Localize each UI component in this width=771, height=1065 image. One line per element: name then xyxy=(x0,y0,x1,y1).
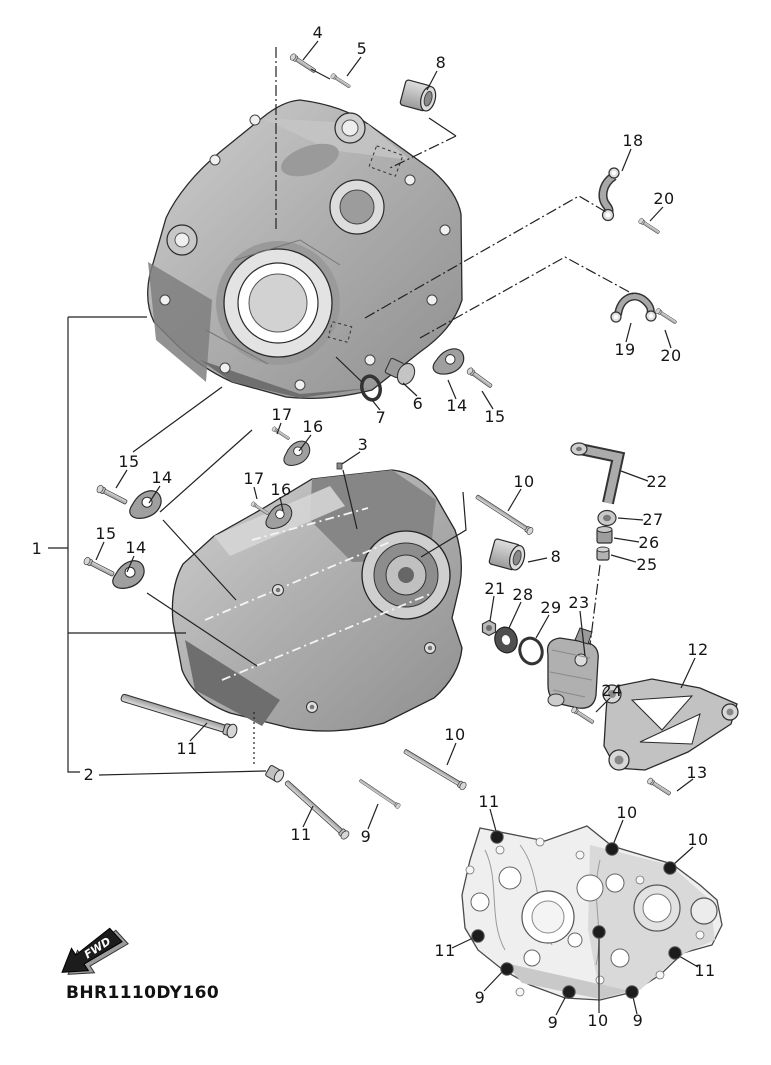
part-bolt-24 xyxy=(571,706,595,725)
callout-14[interactable]: 14 xyxy=(446,396,468,415)
part-dowel-3 xyxy=(337,463,342,469)
callout-12[interactable]: 12 xyxy=(687,640,709,659)
callout-22[interactable]: 22 xyxy=(646,472,668,491)
callout-9[interactable]: 9 xyxy=(632,1011,644,1030)
leader-line xyxy=(613,820,623,845)
part-bolt-15-c xyxy=(83,556,116,578)
lower-crankcase-half-drawing xyxy=(172,470,462,731)
diagram-code: BHR1110DY160 xyxy=(66,983,220,1003)
leader-line xyxy=(96,542,104,560)
callout-2[interactable]: 2 xyxy=(83,765,95,784)
part-bolt-15-b xyxy=(96,484,129,506)
leader-line xyxy=(508,489,521,511)
part-nut-25 xyxy=(597,547,609,560)
callout-14[interactable]: 14 xyxy=(151,468,173,487)
leader-line xyxy=(68,317,80,772)
leader-line xyxy=(536,615,549,638)
callout-14[interactable]: 14 xyxy=(125,538,147,557)
part-gasket-14-c xyxy=(112,559,145,590)
fwd-arrow xyxy=(54,921,132,987)
bolt-dot xyxy=(593,926,605,938)
callout-10[interactable]: 10 xyxy=(587,1011,609,1030)
part-bracket-19 xyxy=(611,296,656,322)
part-pump-23 xyxy=(548,628,599,708)
leader-line xyxy=(490,809,496,831)
callout-17[interactable]: 17 xyxy=(243,469,265,488)
callout-8[interactable]: 8 xyxy=(550,547,562,566)
bolt-dot xyxy=(563,986,575,998)
leader-line xyxy=(116,470,127,488)
upper-crankcase-half-drawing xyxy=(148,100,462,398)
leader-line xyxy=(611,555,636,562)
leader-line xyxy=(509,602,521,628)
callout-26[interactable]: 26 xyxy=(638,533,660,552)
callout-11[interactable]: 11 xyxy=(478,792,500,811)
part-nut-21 xyxy=(483,621,496,636)
leader-line xyxy=(429,118,456,136)
callout-9[interactable]: 9 xyxy=(360,827,372,846)
callout-25[interactable]: 25 xyxy=(636,555,658,574)
callout-11[interactable]: 11 xyxy=(694,961,716,980)
part-bolt-10-a xyxy=(474,493,534,536)
leader-line xyxy=(674,847,693,864)
part-washer-27 xyxy=(598,511,616,526)
part-sleeve-26 xyxy=(597,527,612,544)
bolt-dot xyxy=(606,843,618,855)
callout-18[interactable]: 18 xyxy=(622,131,644,150)
part-bolt-10-c xyxy=(402,747,467,791)
leader-line xyxy=(622,149,631,171)
callout-3[interactable]: 3 xyxy=(357,435,369,454)
callout-21[interactable]: 21 xyxy=(484,579,506,598)
callout-11[interactable]: 11 xyxy=(434,941,456,960)
bolt-dot xyxy=(669,947,681,959)
leader-line xyxy=(490,596,494,621)
callout-9[interactable]: 9 xyxy=(547,1013,559,1032)
callout-10[interactable]: 10 xyxy=(513,472,535,491)
part-bushing-8-top xyxy=(400,79,439,113)
part-collar-2 xyxy=(265,765,286,784)
leader-line xyxy=(618,518,643,520)
leader-line xyxy=(528,558,547,562)
bolt-dot xyxy=(626,986,638,998)
leader-line xyxy=(303,806,313,827)
part-bolt-9 xyxy=(358,778,401,809)
part-gasket-14-b xyxy=(129,489,162,520)
bolt-dot xyxy=(664,862,676,874)
callout-11[interactable]: 11 xyxy=(176,739,198,758)
callout-4[interactable]: 4 xyxy=(312,23,324,42)
callout-23[interactable]: 23 xyxy=(568,593,590,612)
callout-29[interactable]: 29 xyxy=(540,598,562,617)
bolt-dot xyxy=(491,831,503,843)
part-plug-6 xyxy=(385,358,418,388)
leader-line xyxy=(614,538,639,542)
part-oring-29 xyxy=(517,635,546,667)
leader-line xyxy=(347,57,361,76)
part-bolt-17-a xyxy=(271,426,290,441)
part-bolt-13 xyxy=(646,777,672,797)
callout-1[interactable]: 1 xyxy=(31,539,43,558)
leader-line xyxy=(160,430,252,512)
callout-13[interactable]: 13 xyxy=(686,763,708,782)
callout-27[interactable]: 27 xyxy=(642,510,664,529)
callout-5[interactable]: 5 xyxy=(356,39,368,58)
leader-line xyxy=(621,471,648,481)
leader-line xyxy=(99,771,266,775)
fwd-label: FWD xyxy=(81,934,114,962)
leader-line xyxy=(447,743,456,765)
leader-line xyxy=(681,658,695,688)
callout-11[interactable]: 11 xyxy=(290,825,312,844)
part-gasket-14-a xyxy=(432,346,465,378)
callout-7[interactable]: 7 xyxy=(375,408,387,427)
part-lever-22 xyxy=(571,443,618,503)
callout-15[interactable]: 15 xyxy=(484,407,506,426)
part-bolt-4 xyxy=(289,53,317,75)
leader-line xyxy=(303,41,318,60)
callout-20[interactable]: 20 xyxy=(660,346,682,365)
part-bracket-12 xyxy=(603,679,738,770)
part-bolt-20-top xyxy=(638,217,661,235)
leader-line xyxy=(254,487,257,499)
callout-19[interactable]: 19 xyxy=(614,340,636,359)
callout-17[interactable]: 17 xyxy=(271,405,293,424)
leader-line xyxy=(368,804,378,829)
part-gasket-16-a xyxy=(284,441,310,465)
callout-16[interactable]: 16 xyxy=(302,417,324,436)
callout-8[interactable]: 8 xyxy=(435,53,447,72)
leader-line xyxy=(650,207,663,221)
callout-15[interactable]: 15 xyxy=(118,452,140,471)
callout-15[interactable]: 15 xyxy=(95,524,117,543)
callout-10[interactable]: 10 xyxy=(687,830,709,849)
callout-20[interactable]: 20 xyxy=(653,189,675,208)
part-bracket-18 xyxy=(603,168,620,221)
bolt-dot xyxy=(501,963,513,975)
callout-28[interactable]: 28 xyxy=(512,585,534,604)
bolt-dot xyxy=(472,930,484,942)
leader-line xyxy=(311,69,330,79)
part-bolt-20-bottom xyxy=(655,307,678,325)
part-bushing-8-bottom xyxy=(489,538,528,572)
leader-line xyxy=(484,971,503,991)
callout-24[interactable]: 24 xyxy=(601,681,623,700)
part-bolt-15-a xyxy=(466,367,493,390)
leader-line xyxy=(133,387,222,452)
callout-10[interactable]: 10 xyxy=(444,725,466,744)
callout-6[interactable]: 6 xyxy=(412,394,424,413)
callout-16[interactable]: 16 xyxy=(270,480,292,499)
callout-10[interactable]: 10 xyxy=(616,803,638,822)
callout-9[interactable]: 9 xyxy=(474,988,486,1007)
